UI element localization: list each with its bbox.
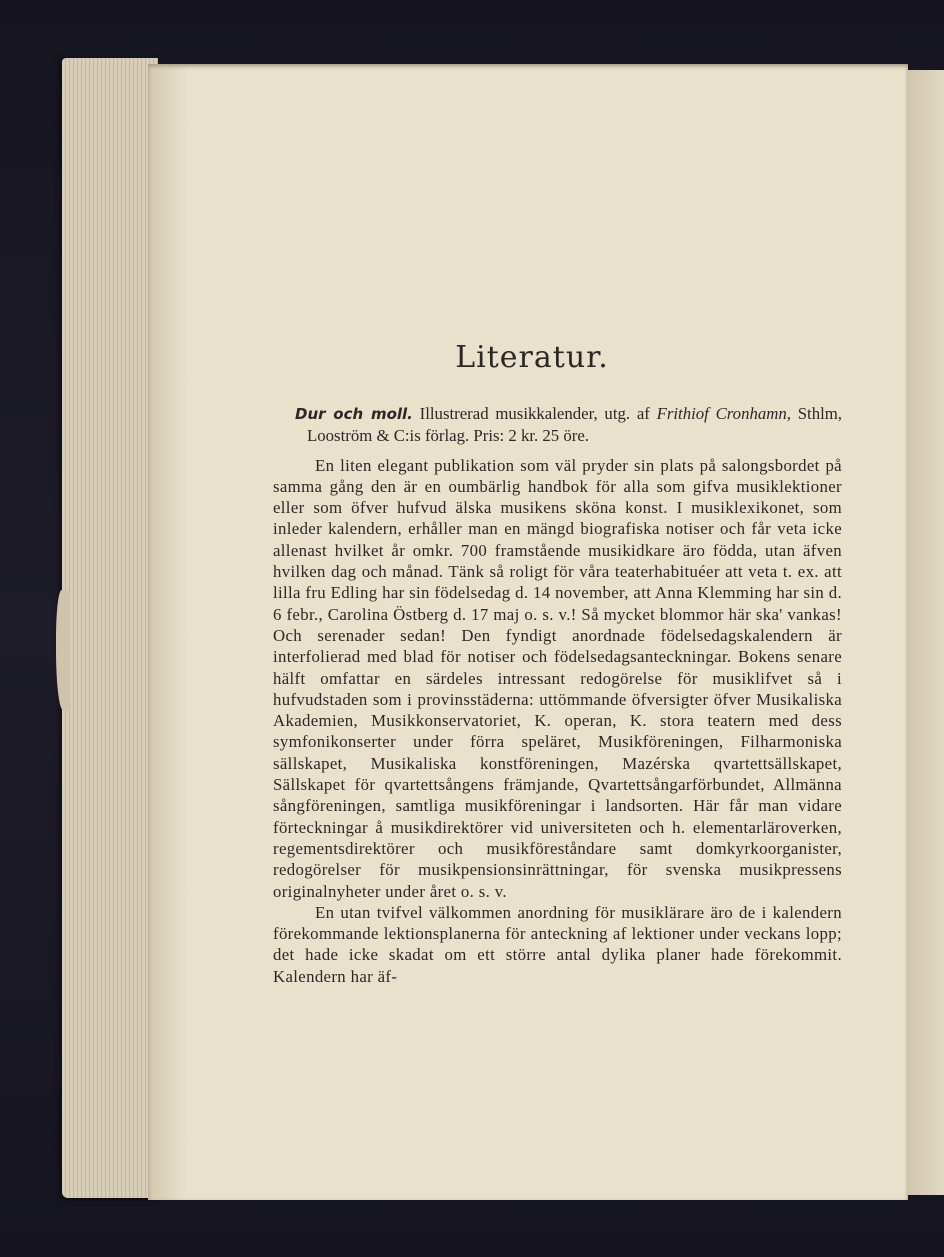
- editor-name: Frithiof Cronhamn: [656, 404, 787, 423]
- review-paragraph-1: En liten elegant publikation som väl pryder sin plats på salongsbordet på samma gång den är en oumbärlig handbok för alla som gifva musiklektioner eller som öfver hufvud älska musikens sköna konst. I musiklexikonet, som inleder kalendern, erhåller man en mängd biografiska notiser och får veta icke allenast hvilket år omkr. 700 framstående musikidkare äro födda, utan äfven hvilken dag och månad. Tänk så roligt för våra teaterhabituéer att veta t. ex. att lilla fru Edling har sin födelsedag d. 14 november, att Anna Klemming har sin d. 6 febr., Carolina Östberg d. 17 maj o. s. v.! Så mycket blommor här ska' vankas! Och serenader sedan! Den fyndigt anordnade födelsedagskalendern är interfolierad med blad för notiser och födelsedagsanteckningar. Bokens senare hälft omfattar en särdeles intressant redogörelse för musiklifvet så i hufvudstaden som i provinsstäderna: uttömmande öfversigter öfver Musikaliska Akademien, Musikkonservatoriet, K. operan, K. stora teatern med dess symfonikonserter under förra speläret, Musikföreningen, Filharmoniska sällskapet, Musikaliska konstföreningen, Mazérska qvartettsällskapet, Sällskapet för qvartettsångens främjande, Qvartettsångarförbundet, Allmänna sångföreningen, samtliga musikföreningar i landsorten. Här får man vidare förteckningar å musikdirektörer vid universiteten och h. elementarläroverken, regementsdirektörer och musikföreståndare samt domkyrkoorganister, redogörelser för musikpensionsinrättningar, för svenska musikpressens originalnyheter under året o. s. v.: [273, 455, 842, 901]
- book-page-edges: [62, 58, 158, 1198]
- torn-page-edge: [56, 590, 70, 710]
- facing-page-edge: [905, 70, 944, 1195]
- review-paragraph-2: En utan tvifvel välkommen anordning för musiklärare äro de i kalendern förekommande lektionsplanerna för anteckning af lektioner under veckans lopp; det hade icke skadat om ett större antal dylika planer hade förekommit. Kalendern har äf-: [273, 902, 842, 986]
- book-description-part-1: Illustrerad musikkalender, utg. af: [412, 404, 657, 423]
- book-description-part-2: , Sthlm, Looström & C:is förlag. Pris: 2 kr. 25 öre.: [307, 404, 842, 446]
- section-heading: Literatur.: [455, 340, 609, 375]
- page-gutter-shadow: [148, 64, 188, 1200]
- bibliographic-reference: [273, 403, 842, 447]
- review-entry: [273, 403, 842, 987]
- book-title: Dur och moll.: [295, 405, 413, 423]
